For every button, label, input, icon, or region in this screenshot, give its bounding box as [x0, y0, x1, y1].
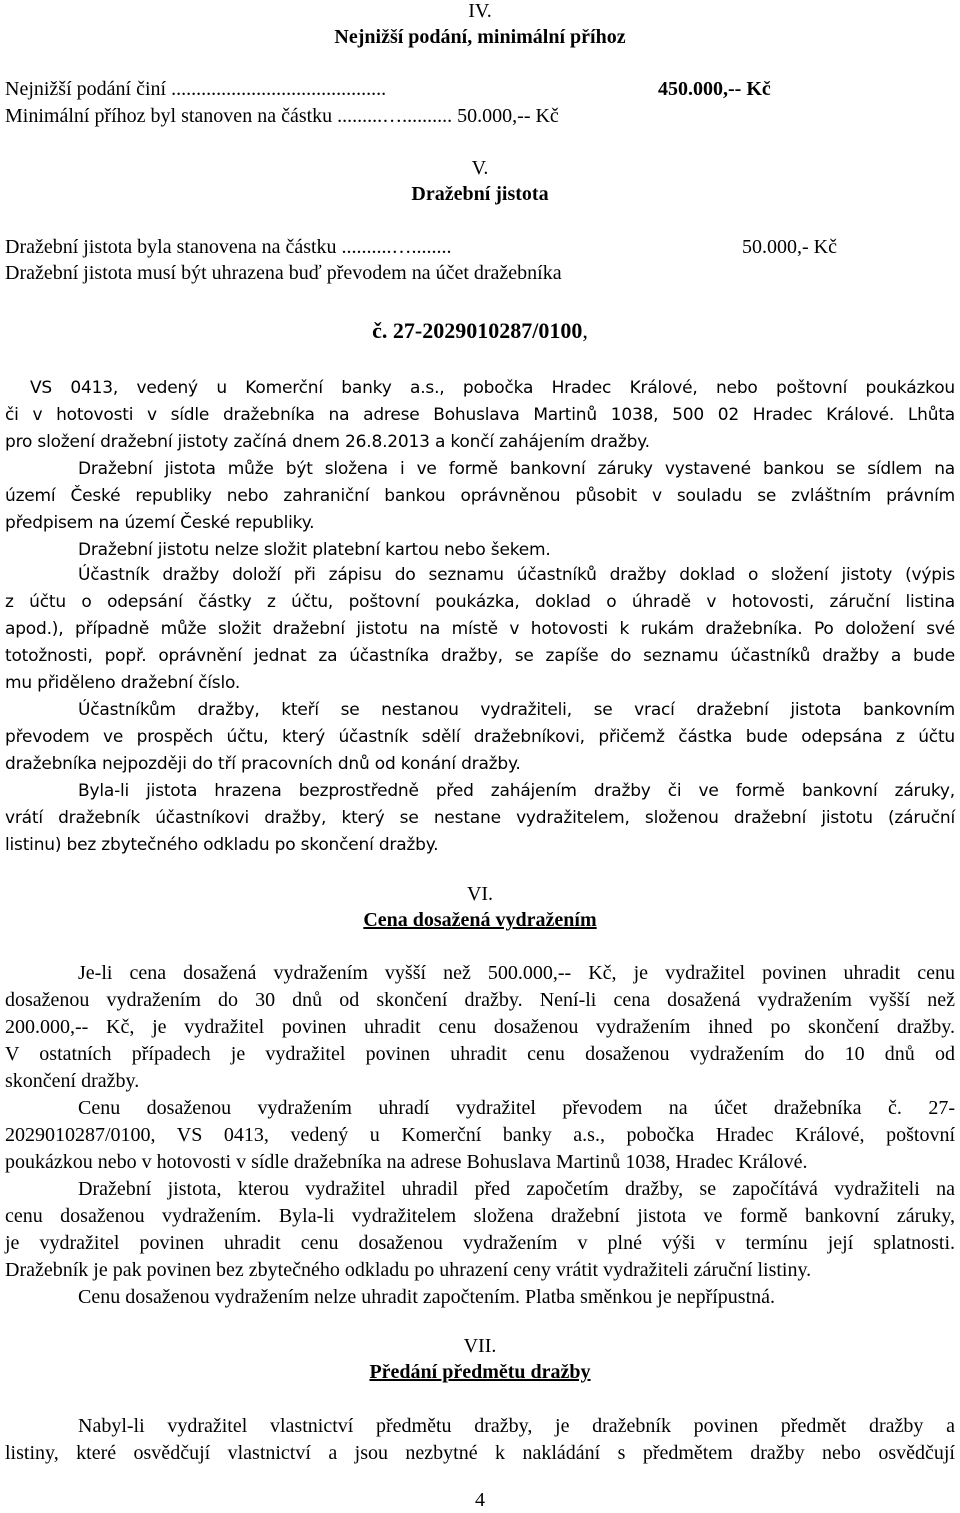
section-v-number: V. — [471, 157, 489, 179]
min-increment-line: Minimální příhoz byl stanoven na částku .........….......... 50.000,-- Kč — [5, 105, 559, 127]
section-vii-title: Předání předmětu dražby — [369, 1361, 591, 1383]
account-number-line — [0, 318, 960, 344]
text-line: listinu) bez zbytečného odkladu po skončení dražby. — [5, 835, 439, 855]
account-number: č. 27-2029010287/0100 — [372, 318, 583, 343]
lowest-bid-value: 450.000,-- Kč — [658, 78, 771, 100]
lowest-bid-line — [5, 76, 386, 102]
deposit-payment-line: Dražební jistota musí být uhrazena buď převodem na účet dražebníka — [5, 262, 562, 284]
section-iv-number: IV. — [468, 0, 492, 22]
section-v-title: Dražební jistota — [411, 183, 549, 205]
text-line: dražebníka nejpozději do tří pracovních dnů od konání dražby. — [5, 754, 521, 774]
text-line: pro složení dražební jistoty začíná dnem 26.8.2013 a končí zahájením dražby. — [5, 432, 650, 452]
text-line: VS 0413, vedený u Komerční banky a.s., pobočka Hradec Králové, nebo poštovní poukázkou — [30, 378, 955, 398]
text-line: Dražební jistota může být složena i ve formě bankovní záruky vystavené bankou se sídlem na — [78, 459, 955, 479]
page-number: 4 — [475, 1489, 485, 1511]
lowest-bid-label: Nejnižší podání činí ........................................... — [5, 78, 387, 100]
text-line: 2029010287/0100, VS 0413, vedený u Komerční banky a.s., pobočka Hradec Králové, poštovní — [5, 1124, 955, 1146]
text-line: území České republiky nebo zahraniční bankou oprávněnou působit v souladu se zvláštním právním — [5, 486, 955, 506]
text-line: z účtu o odepsání částky z účtu, poštovní poukázka, doklad o úhradě v hotovosti, záruční listina — [5, 592, 955, 612]
text-line: mu přiděleno dražební číslo. — [5, 673, 241, 693]
deposit-amount-label: Dražební jistota byla stanovena na částku ..........…........ — [5, 236, 452, 258]
text-line: listiny, které osvědčují vlastnictví a jsou nezbytné k nakládání s předmětem dražby nebo osvědčují — [5, 1442, 955, 1464]
text-line: Cenu dosaženou vydražením uhradí vydražitel převodem na účet dražebníka č. 27- — [78, 1097, 955, 1119]
text-line: převodem ve prospěch účtu, který účastník sdělí dražebníkovi, přičemž částka bude odepsána z účtu — [5, 727, 955, 747]
text-line: Účastníkům dražby, kteří se nestanou vydražiteli, se vrací dražební jistota bankovním — [78, 700, 955, 720]
section-vi-number: VI. — [466, 883, 494, 905]
text-line: Dražební jistota, kterou vydražitel uhradil před započetím dražby, se započítává vydražiteli na — [78, 1178, 955, 1200]
text-line: V ostatních případech je vydražitel povinen uhradit cenu dosaženou vydražením do 10 dnů od — [5, 1043, 955, 1065]
text-line: cenu dosaženou vydražením. Byla-li vydražitelem složena dražební jistota ve formě bankovní záruky, — [5, 1205, 955, 1227]
section-iv-title: Nejnižší podání, minimální příhoz — [334, 26, 626, 48]
text-line: Dražební jistotu nelze složit platební kartou nebo šekem. — [78, 540, 551, 560]
text-line: či v hotovosti v sídle dražebníka na adrese Bohuslava Martinů 1038, 500 02 Hradec Králové. Lhůta — [5, 405, 955, 425]
text-line: apod.), případně může složit dražební jistotu na místě v hotovosti k rukám dražebníka. Po doložení své — [5, 619, 955, 639]
text-line: je vydražitel povinen uhradit cenu dosaženou vydražením v plné výši v termínu její splatnosti. — [5, 1232, 955, 1254]
text-line: 200.000,-- Kč, je vydražitel povinen uhradit cenu dosaženou vydražením ihned po skončení dražby. — [5, 1016, 955, 1038]
text-line: předpisem na území České republiky. — [5, 513, 315, 533]
text-line: Byla-li jistota hrazena bezprostředně před zahájením dražby či ve formě bankovní záruky, — [78, 781, 955, 801]
section-vii-number: VII. — [463, 1335, 497, 1357]
text-line: poukázkou nebo v hotovosti v sídle dražebníka na adrese Bohuslava Martinů 1038, Hradec Králové. — [5, 1151, 808, 1173]
text-line: Nabyl-li vydražitel vlastnictví předmětu dražby, je dražebník povinen předmět dražby a — [78, 1415, 955, 1437]
text-line: Dražebník je pak povinen bez zbytečného odkladu po uhrazení ceny vrátit vydražiteli záruční listiny. — [5, 1259, 812, 1281]
text-line: skončení dražby. — [5, 1070, 140, 1092]
text-line: vrátí dražebník účastníkovi dražby, který se nestane vydražitelem, složenou dražební jistotu (záruční — [5, 808, 955, 828]
deposit-amount-value: 50.000,- Kč — [742, 236, 837, 258]
text-line: Je-li cena dosažená vydražením vyšší než 500.000,-- Kč, je vydražitel povinen uhradit cenu — [78, 962, 955, 984]
text-line: totožnosti, popř. oprávnění jednat za účastníka dražby, se zapíše do seznamu účastníků dražby a bude — [5, 646, 955, 666]
text-line: Cenu dosaženou vydražením nelze uhradit započtením. Platba směnkou je nepřípustná. — [78, 1286, 776, 1308]
text-line: dosaženou vydražením do 30 dnů od skončení dražby. Není-li cena dosažená vydražením vyšší než — [5, 989, 955, 1011]
section-vi-title: Cena dosažená vydražením — [363, 909, 597, 931]
account-comma: , — [582, 318, 588, 343]
text-line: Účastník dražby doloží při zápisu do seznamu účastníků dražby doklad o složení jistoty (výpis — [78, 565, 955, 585]
